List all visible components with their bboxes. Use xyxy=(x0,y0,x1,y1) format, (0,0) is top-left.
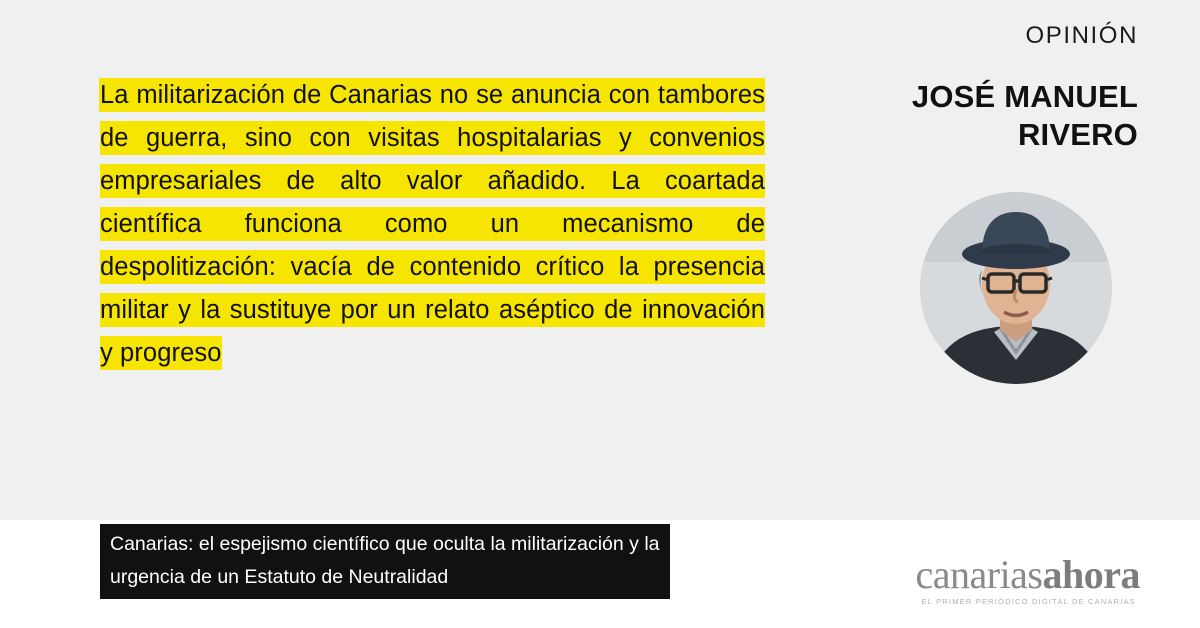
author-name-line-2: RIVERO xyxy=(1017,117,1138,152)
avatar xyxy=(920,192,1112,384)
headline-line-2: urgencia de un Estatuto de Neutralidad xyxy=(110,566,449,588)
author-name-line-1: JOSÉ MANUEL xyxy=(911,79,1138,114)
quote-block xyxy=(100,74,765,375)
author-name xyxy=(738,78,1138,154)
headline-line-1: Canarias: el espejismo científico que oculta la militarización y la xyxy=(110,533,660,555)
brand-name-bold: ahora xyxy=(1042,552,1140,597)
quote-highlight: La militarización de Canarias no se anuncia con tambores de guerra, sino con visitas hospitalarias y convenios empresariales de alto valor añadido. La coartada científica funciona como un mecanismo de despolitización: vacía de contenido crítico la presencia militar y la sustituye por un relato aséptico de innovación y progreso xyxy=(100,81,765,367)
author-portrait-icon xyxy=(920,192,1112,384)
brand-logo xyxy=(915,554,1140,606)
headline xyxy=(100,524,670,599)
brand-name xyxy=(915,554,1140,596)
section-label: OPINIÓN xyxy=(1025,22,1138,49)
brand-name-light: canarias xyxy=(915,552,1043,597)
brand-tagline: EL PRIMER PERIÓDICO DIGITAL DE CANARIAS xyxy=(921,597,1136,606)
quote-text xyxy=(100,74,765,375)
